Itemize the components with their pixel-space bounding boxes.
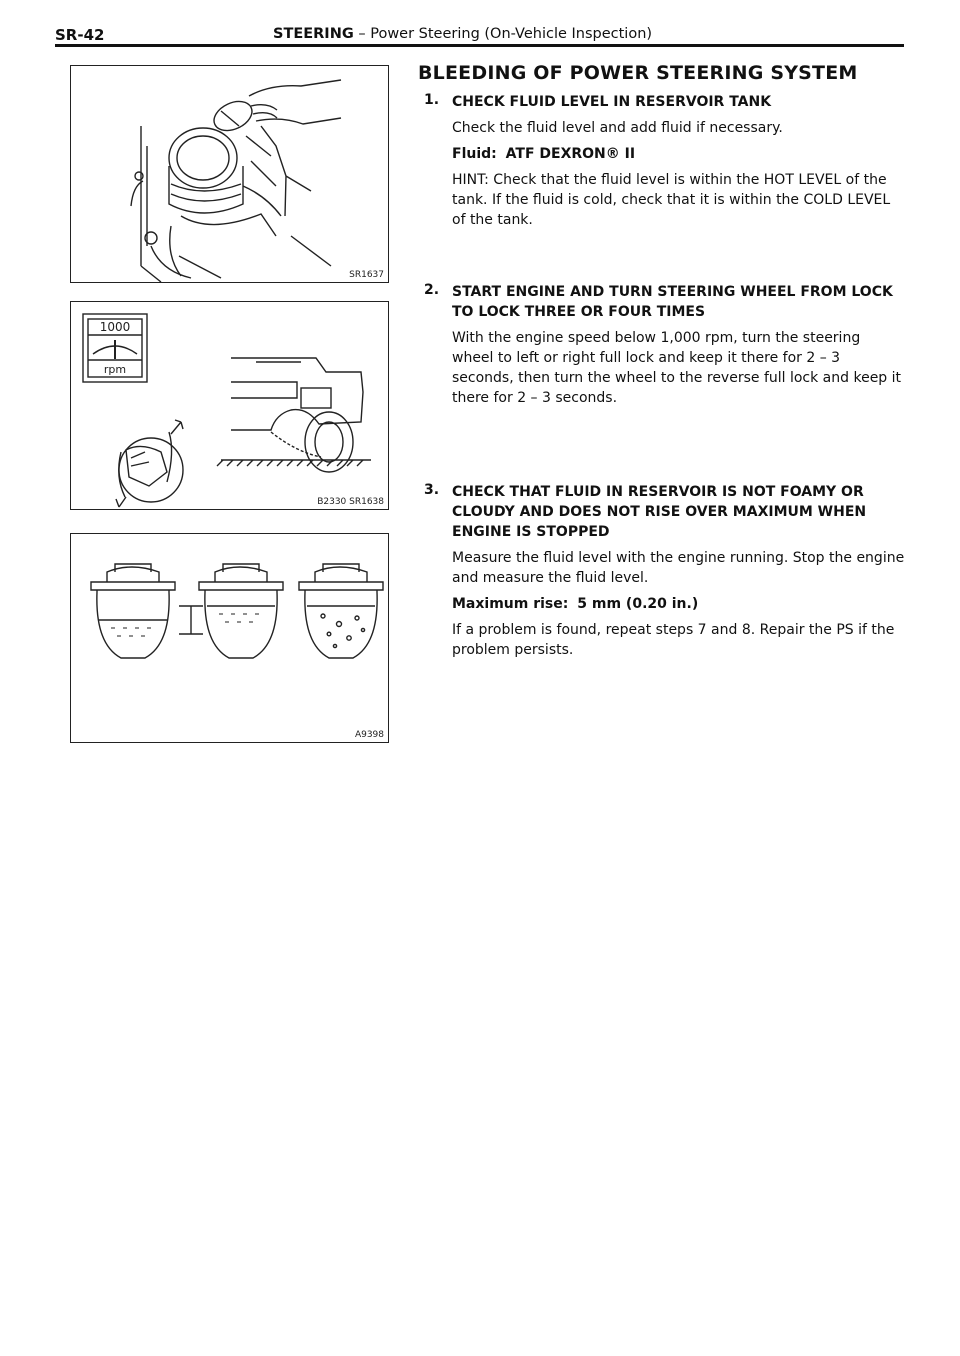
figure-fluid-levels	[70, 533, 389, 743]
page-code: SR-42	[55, 26, 105, 44]
hint-text: HINT: Check that the fluid level is within the HOT LEVEL of the tank. If the fluid is cold, check that it is within the COLD LEVEL of the tank.	[452, 172, 891, 228]
step-number: 3.	[424, 482, 440, 498]
page-title-bold: STEERING	[273, 26, 354, 42]
step-2	[418, 282, 906, 408]
spec-line	[452, 594, 906, 614]
step-number: 2.	[424, 282, 440, 298]
spec-label: Fluid:	[452, 146, 497, 162]
page-title	[273, 26, 652, 42]
step-body: Measure the fluid level with the engine running. Stop the engine and measure the fluid level.	[452, 550, 905, 586]
spec-line	[452, 144, 906, 164]
fluid-level-illustration	[71, 534, 388, 742]
procedure-content	[418, 62, 906, 660]
spec-value: 5 mm (0.20 in.)	[577, 596, 699, 612]
tachometer-value: 1000	[99, 320, 131, 334]
step-1	[418, 92, 906, 230]
step-body: With the engine speed below 1,000 rpm, turn the steering wheel to left or right full lock and keep it there for 2 – 3 seconds, then turn the wheel to the reverse full lock and keep it there for 2 – 3 seconds.	[452, 330, 902, 406]
section-title: BLEEDING OF POWER STEERING SYSTEM	[418, 62, 858, 84]
page-header	[55, 26, 903, 44]
figure-code: SR1637	[349, 270, 384, 280]
step-heading: CHECK FLUID LEVEL IN RESERVOIR TANK	[452, 94, 772, 110]
spec-value: ATF DEXRON® II	[505, 146, 636, 162]
spec-label: Maximum rise:	[452, 596, 569, 612]
reservoir-illustration	[71, 66, 388, 282]
header-rule	[55, 44, 904, 47]
note-text: If a problem is found, repeat steps 7 and 8. Repair the PS if the problem persists.	[452, 622, 895, 658]
step-3	[418, 482, 906, 660]
figure-steering-lock	[70, 301, 389, 510]
tachometer-unit: rpm	[103, 363, 127, 376]
step-body: Check the fluid level and add fluid if necessary.	[452, 120, 783, 136]
step-heading: START ENGINE AND TURN STEERING WHEEL FROM LOCK TO LOCK THREE OR FOUR TIMES	[452, 284, 893, 320]
figure-code: A9398	[354, 730, 384, 740]
page-title-rest: – Power Steering (On-Vehicle Inspection)	[353, 26, 653, 42]
step-heading: CHECK THAT FLUID IN RESERVOIR IS NOT FOAMY OR CLOUDY AND DOES NOT RISE OVER MAXIMUM WHEN ENGINE IS STOPPED	[452, 484, 867, 540]
figure-reservoir-tank	[70, 65, 389, 283]
steering-illustration	[71, 302, 388, 509]
step-number: 1.	[424, 92, 440, 108]
figure-code: B2330 SR1638	[317, 497, 384, 507]
